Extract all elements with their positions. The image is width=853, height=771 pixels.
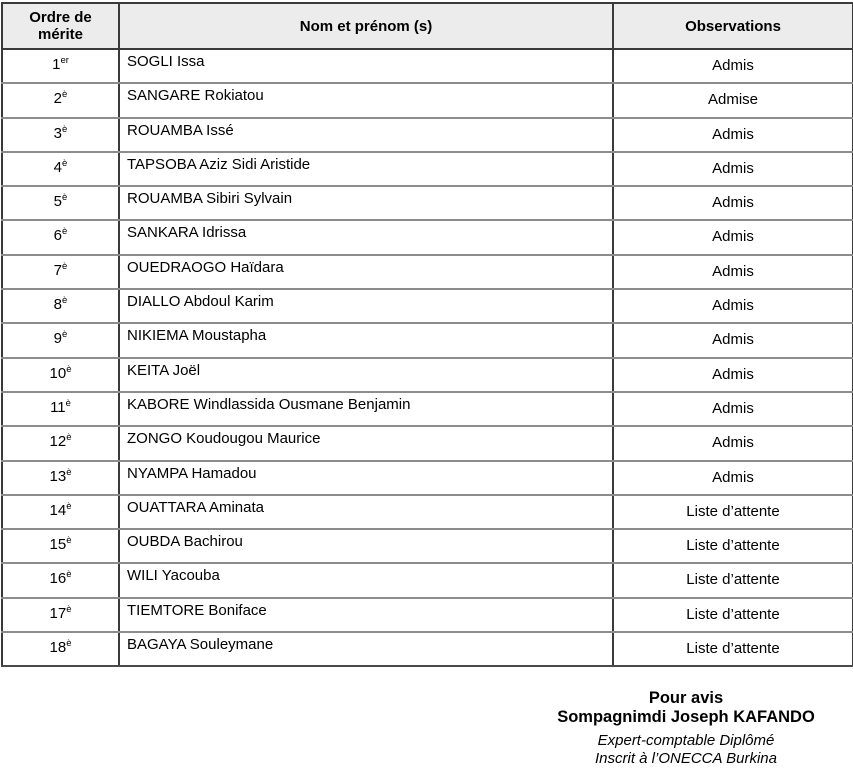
rank-number: 14 (49, 501, 67, 519)
rank-number: 12 (49, 433, 67, 451)
observation-cell: Admis (613, 323, 853, 357)
rank-number: 4 (53, 158, 63, 176)
name-cell: DIALLO Abdoul Karim (119, 289, 613, 323)
table-row (2, 220, 853, 254)
rank-number: 9 (53, 330, 63, 348)
observation-cell: Admis (613, 118, 853, 152)
header-nom-et-prenom: Nom et prénom (s) (119, 3, 613, 49)
name-cell: KABORE Windlassida Ousmane Benjamin (119, 392, 613, 426)
observation-cell: Admise (613, 83, 853, 117)
signature-for-notice: Pour avis (648, 689, 724, 707)
name-cell: KEITA Joël (119, 358, 613, 392)
rank-number: 13 (49, 467, 67, 485)
name-cell: OUEDRAOGO Haïdara (119, 255, 613, 289)
name-cell: OUBDA Bachirou (119, 529, 613, 563)
table-row (2, 186, 853, 220)
rank-ordinal-suffix: è (66, 432, 72, 444)
rank-number: 2 (53, 90, 63, 108)
rank-number: 8 (53, 296, 63, 314)
table-row (2, 426, 853, 460)
table-row (2, 289, 853, 323)
rank-ordinal-suffix: è (66, 535, 72, 547)
rank-number: 3 (53, 124, 63, 142)
header-ordre-de-merite: Ordre de mérite (2, 3, 119, 49)
rank-number: 7 (53, 261, 63, 279)
merit-ranking-table (1, 2, 853, 667)
rank-cell (2, 152, 119, 186)
table-row (2, 323, 853, 357)
rank-cell (2, 358, 119, 392)
table-row (2, 563, 853, 597)
rank-ordinal-suffix: è (62, 89, 68, 101)
rank-ordinal-suffix: è (66, 638, 72, 650)
table-row (2, 255, 853, 289)
rank-number: 15 (49, 536, 67, 554)
table-row (2, 49, 853, 83)
observation-cell: Admis (613, 255, 853, 289)
rank-cell (2, 49, 119, 83)
table-row (2, 392, 853, 426)
table-row (2, 118, 853, 152)
rank-ordinal-suffix: è (62, 226, 68, 238)
name-cell: BAGAYA Souleymane (119, 632, 613, 666)
rank-number: 6 (53, 227, 63, 245)
rank-cell (2, 426, 119, 460)
signatory-name: Sompagnimdi Joseph KAFANDO (557, 708, 815, 726)
rank-ordinal-suffix: er (60, 55, 69, 66)
rank-cell (2, 392, 119, 426)
table-row (2, 83, 853, 117)
rank-ordinal-suffix: è (66, 466, 72, 478)
name-cell: SANKARA Idrissa (119, 220, 613, 254)
signature-block (520, 689, 852, 768)
observation-cell: Admis (613, 426, 853, 460)
rank-number: 1 (52, 56, 61, 73)
observation-cell: Admis (613, 152, 853, 186)
signatory-title-line1: Expert-comptable Diplômé (597, 732, 775, 749)
rank-cell (2, 563, 119, 597)
rank-cell (2, 529, 119, 563)
name-cell: ZONGO Koudougou Maurice (119, 426, 613, 460)
observation-cell: Liste d’attente (613, 598, 853, 632)
observation-cell: Liste d’attente (613, 632, 853, 666)
table-row (2, 495, 853, 529)
rank-cell (2, 255, 119, 289)
rank-ordinal-suffix: è (62, 157, 68, 169)
rank-cell (2, 220, 119, 254)
rank-ordinal-suffix: è (62, 192, 68, 204)
name-cell: WILI Yacouba (119, 563, 613, 597)
table-row (2, 461, 853, 495)
observation-cell: Liste d’attente (613, 495, 853, 529)
rank-cell (2, 118, 119, 152)
signatory-title-line2: Inscrit à l’ONECCA Burkina (595, 750, 777, 767)
name-cell: TAPSOBA Aziz Sidi Aristide (119, 152, 613, 186)
name-cell: ROUAMBA Sibiri Sylvain (119, 186, 613, 220)
rank-number: 16 (49, 570, 67, 588)
rank-cell (2, 495, 119, 529)
observation-cell: Admis (613, 358, 853, 392)
rank-number: 18 (49, 639, 67, 657)
observation-cell: Admis (613, 289, 853, 323)
name-cell: OUATTARA Aminata (119, 495, 613, 529)
observation-cell: Admis (613, 392, 853, 426)
observation-cell: Admis (613, 49, 853, 83)
header-observations: Observations (613, 3, 853, 49)
table-body (2, 49, 853, 666)
observation-cell: Admis (613, 220, 853, 254)
rank-cell (2, 323, 119, 357)
rank-ordinal-suffix: è (66, 500, 72, 512)
rank-ordinal-suffix: è (62, 295, 68, 307)
name-cell: SANGARE Rokiatou (119, 83, 613, 117)
rank-ordinal-suffix: è (62, 123, 68, 135)
rank-ordinal-suffix: è (65, 397, 71, 409)
table-header-row (2, 3, 853, 49)
rank-ordinal-suffix: è (62, 260, 68, 272)
table-row (2, 358, 853, 392)
name-cell: TIEMTORE Boniface (119, 598, 613, 632)
name-cell: ROUAMBA Issé (119, 118, 613, 152)
observation-cell: Admis (613, 461, 853, 495)
rank-cell (2, 461, 119, 495)
observation-cell: Liste d’attente (613, 563, 853, 597)
name-cell: NIKIEMA Moustapha (119, 323, 613, 357)
rank-ordinal-suffix: è (62, 329, 68, 341)
rank-number: 11 (50, 398, 66, 416)
observation-cell: Liste d’attente (613, 529, 853, 563)
table-row (2, 598, 853, 632)
observation-cell: Admis (613, 186, 853, 220)
name-cell: NYAMPA Hamadou (119, 461, 613, 495)
table-row (2, 632, 853, 666)
rank-number: 5 (53, 193, 63, 211)
rank-cell (2, 598, 119, 632)
rank-cell (2, 289, 119, 323)
rank-cell (2, 83, 119, 117)
name-cell: SOGLI Issa (119, 49, 613, 83)
rank-cell (2, 632, 119, 666)
rank-ordinal-suffix: è (66, 363, 72, 375)
rank-number: 17 (49, 604, 67, 622)
rank-ordinal-suffix: è (66, 603, 72, 615)
table-row (2, 152, 853, 186)
rank-number: 10 (49, 364, 67, 382)
rank-ordinal-suffix: è (66, 569, 72, 581)
table-row (2, 529, 853, 563)
rank-cell (2, 186, 119, 220)
